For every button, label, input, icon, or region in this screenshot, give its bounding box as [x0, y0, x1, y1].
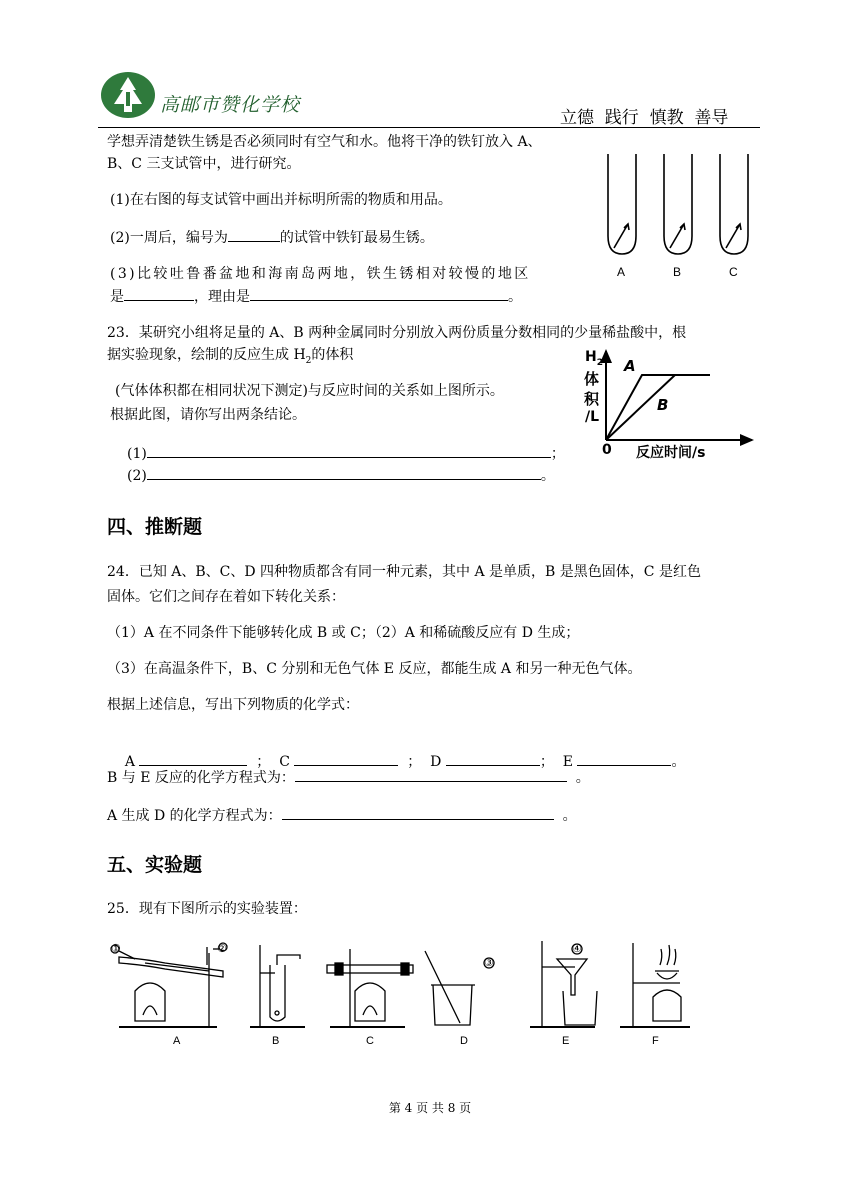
graph-ylabel-sub: 2: [596, 357, 603, 368]
graph-series-b-label: B: [657, 396, 669, 414]
q23-line2-prefix: 据实验现象，绘制的反应生成 H: [107, 347, 306, 363]
q23-answer1: [127, 443, 565, 464]
q22-region-blank[interactable]: [124, 286, 194, 301]
callout-3: ③: [484, 956, 494, 969]
test-tube-b: [664, 154, 692, 254]
q24-line5: 根据上述信息，写出下列物质的化学式：: [107, 697, 359, 713]
q22-part3-end: 。: [508, 289, 522, 305]
formula-d-blank[interactable]: [446, 751, 540, 766]
q23-line2-suffix: 的体积: [311, 347, 354, 363]
apparatus-c: [327, 949, 413, 1027]
graph-xlabel: 反应时间/s: [636, 445, 706, 461]
graph-series-a-label: A: [624, 357, 636, 375]
q24-line2: 固体。它们之间存在着如下转化关系：: [107, 589, 345, 605]
apparatus-b: [250, 945, 305, 1027]
apparatus-label-b: B: [272, 1035, 280, 1047]
callout-4: ④: [572, 942, 582, 955]
q24-eq1: [107, 767, 590, 788]
q22-part1: (1)在右图的每支试管中画出并标明所需的物质和用品。: [110, 192, 452, 208]
graph-ylabel-h: H: [585, 349, 597, 365]
q22-part3-reason: ，理由是: [194, 289, 250, 305]
q24-eq2-end: 。: [562, 808, 577, 824]
test-tube-a: [608, 154, 636, 254]
q22-part2-suffix: 的试管中铁钉最易生锈。: [279, 230, 434, 246]
q24-eq1-end: 。: [575, 770, 590, 786]
formula-e-label: ； E: [539, 754, 573, 770]
header-rule: [98, 127, 760, 128]
callout-2: ②: [217, 942, 227, 955]
q22-reason-blank[interactable]: [250, 286, 508, 301]
apparatus-label-c: C: [366, 1035, 374, 1047]
apparatus-a: [111, 943, 227, 1027]
q22-part2: [110, 227, 434, 248]
apparatus-label-f: F: [652, 1035, 659, 1047]
apparatus-e: [530, 941, 597, 1027]
formula-e-blank[interactable]: [577, 751, 671, 766]
formula-end: 。: [671, 754, 686, 770]
test-tubes-figure: [600, 148, 760, 280]
q24-eq2-blank[interactable]: [282, 805, 554, 820]
q23-ans2-end: 。: [540, 468, 555, 484]
q23-ans2-blank[interactable]: [147, 465, 541, 480]
q24-eq2: [107, 805, 577, 826]
q24-eq2-label: A 生成 D 的化学方程式为：: [107, 808, 282, 824]
school-name: 高邮市赞化学校: [160, 94, 301, 116]
q24-eq1-blank[interactable]: [295, 767, 567, 782]
test-tube-c: [720, 154, 748, 254]
school-logo: [100, 70, 156, 120]
graph-ylabel-ji: 积: [584, 390, 600, 408]
q24-line4: （3）在高温条件下，B、C 分别和无色气体 E 反应，都能生成 A 和另一种无色气体。: [107, 661, 642, 677]
q22-part2-prefix: (2)一周后，编号为: [110, 230, 228, 246]
q23-ans1-end: ；: [550, 446, 565, 462]
tube-label-a: A: [617, 265, 626, 279]
q25-text: 25．现有下图所示的实验装置：: [107, 901, 307, 917]
formula-a-blank[interactable]: [139, 751, 247, 766]
q24-line1: 24．已知 A、B、C、D 四种物质都含有同一种元素，其中 A 是单质，B 是黑色固体，C 是红色: [107, 564, 701, 580]
q23-line4: 根据此图，请你写出两条结论。: [110, 407, 306, 423]
tube-label-c: C: [729, 265, 738, 279]
q24-eq1-label: B 与 E 反应的化学方程式为：: [107, 770, 295, 786]
q22-intro-line1: 学想弄清楚铁生锈是否必须同时有空气和水。他将干净的铁钉放入 A、: [107, 134, 542, 150]
q23-answer2: [127, 465, 555, 486]
formula-d-label: ； D: [407, 754, 442, 770]
q22-intro-line2: B、C 三支试管中，进行研究。: [107, 156, 301, 172]
q23-line3: (气体体积都在相同状况下测定)与反应时间的关系如上图所示。: [115, 383, 504, 399]
tube-label-b: B: [673, 265, 682, 279]
formula-c-blank[interactable]: [294, 751, 398, 766]
apparatus-f: [620, 943, 690, 1027]
graph-origin: 0: [602, 442, 612, 458]
formula-c-label: ； C: [256, 754, 290, 770]
school-motto: 立德 践行 慎教 善导: [560, 108, 729, 128]
page-number: 第 4 页 共 8 页: [388, 1101, 472, 1115]
q22-part3-line1: (3)比较吐鲁番盆地和海南岛两地，铁生锈相对较慢的地区: [110, 266, 531, 282]
q23-ans1-label: (1): [127, 446, 147, 462]
q23-line2: [107, 345, 353, 371]
graph-ylabel-ti: 体: [584, 370, 600, 388]
q22-part3-line2: [110, 286, 522, 307]
q23-line2-sub: 2: [305, 355, 312, 366]
callout-1: ①: [111, 942, 121, 955]
q23-line1: 23．某研究小组将足量的 A、B 两种金属同时分别放入两份质量分数相同的少量稀盐酸中，根: [107, 325, 687, 341]
q23-ans1-blank[interactable]: [147, 443, 551, 458]
section-5-title: 五、实验题: [107, 854, 203, 876]
graph-ylabel-unit: /L: [585, 409, 600, 425]
apparatus-label-a: A: [173, 1035, 181, 1047]
apparatus-label-d: D: [460, 1035, 468, 1047]
graph-ylabel-h2: [585, 349, 603, 368]
q22-part2-blank[interactable]: [228, 227, 280, 242]
q23-ans2-label: (2): [127, 468, 147, 484]
q24-line3: （1）A 在不同条件下能够转化成 B 或 C；（2）A 和稀硫酸反应有 D 生成；: [107, 625, 580, 641]
section-4-title: 四、推断题: [107, 516, 203, 538]
q22-part3-is: 是: [110, 289, 124, 305]
lab-apparatus-figure: [105, 935, 705, 1035]
formula-a-label: A: [124, 754, 135, 770]
apparatus-label-e: E: [562, 1035, 570, 1047]
